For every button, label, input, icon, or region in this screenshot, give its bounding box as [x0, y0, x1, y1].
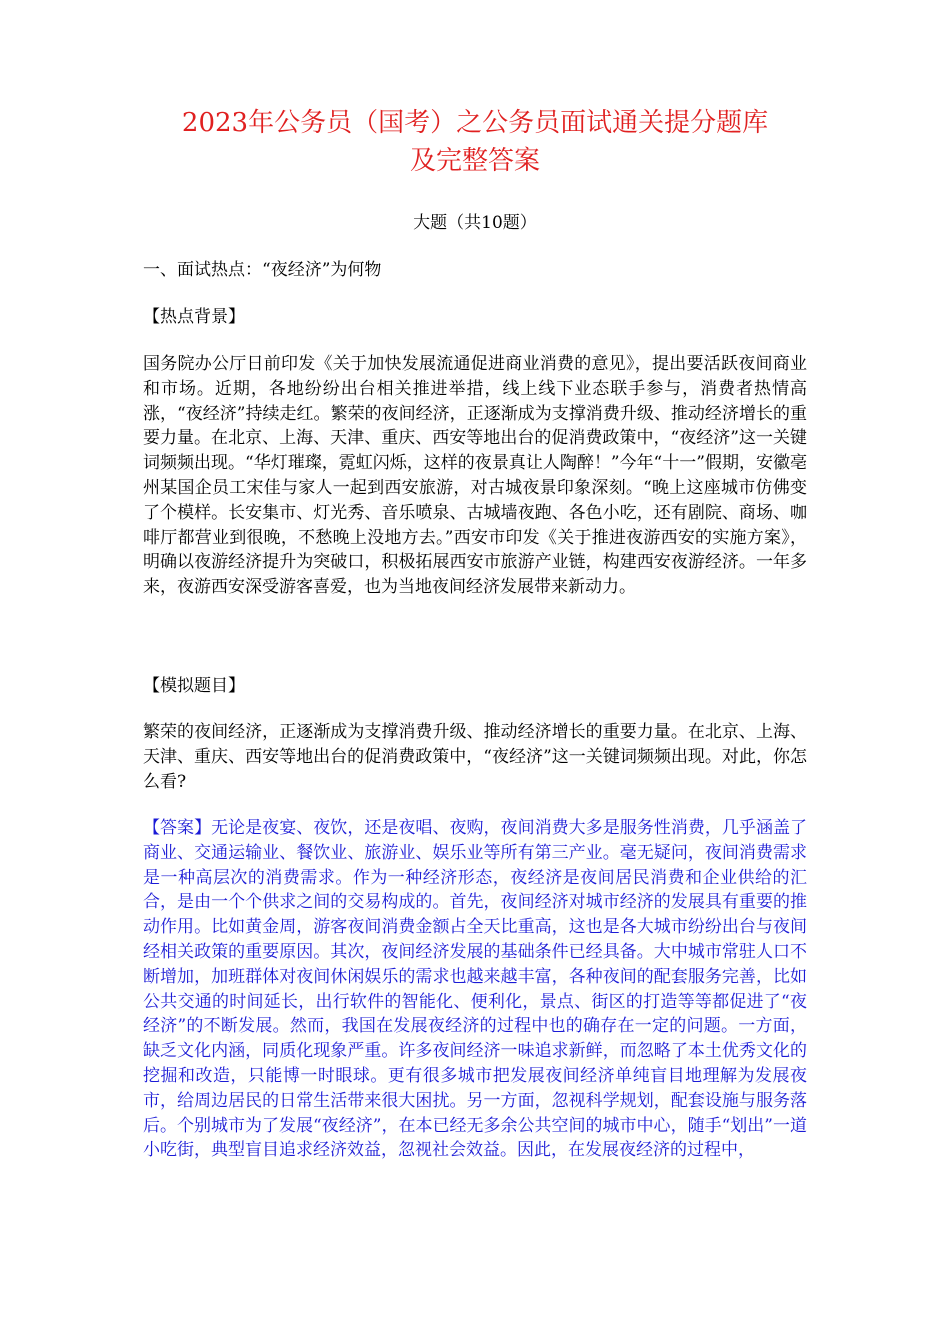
question-title: 一、面试热点：“夜经济”为何物 [143, 260, 382, 280]
section-subtitle: 大题（共10题） [413, 213, 537, 233]
background-text: 国务院办公厅日前印发《关于加快发展流通促进商业消费的意见》，提出要活跃夜间商业和市场。近期，各地纷纷出台相关推进举措，线上线下业态联手参与，消费者热情高涨，“夜经济”持续走红。繁荣的夜间经济，正逐渐成为支撑消费升级、推动经济增长的重要力量。在北京、上海、天津、重庆、西安等地出台的促消费政策中，“夜经济”这一关键词频频出现。“华灯璀璨，霓虹闪烁，这样的夜景真让人陶醉！”今年“十一”假期，安徽亳州某国企员工宋佳与家人一起到西安旅游，对古城夜景印象深刻。“晚上这座城市仿佛变了个模样。长安集市、灯光秀、音乐喷泉、古城墙夜跑、各色小吃，还有剧院、商场、咖啡厅都营业到很晚，不愁晚上没地方去。”西安市印发《关于推进夜游西安的实施方案》，明确以夜游经济提升为突破口，积极拓展西安市旅游产业链，构建西安夜游经济。一年多来，夜游西安深受游客喜爱，也为当地夜间经济发展带来新动力。 [143, 354, 807, 598]
document-title [100, 104, 850, 180]
mock-question-label: 【模拟题目】 [143, 676, 245, 696]
title-line-2: 及完整答案 [409, 146, 540, 176]
answer-text: 【答案】无论是夜宴、夜饮，还是夜唱、夜购，夜间消费大多是服务性消费，几乎涵盖了商业、交通运输业、餐饮业、旅游业、娱乐业等所有第三产业。毫无疑问，夜间消费需求是一种高层次的消费需求。作为一种经济形态，夜经济是夜间居民消费和企业供给的汇合，是由一个个供求之间的交易构成的。首先，夜间经济对城市经济的发展具有重要的推动作用。比如黄金周，游客夜间消费金额占全天比重高，这也是各大城市纷纷出台与夜间经相关政策的重要原因。其次，夜间经济发展的基础条件已经具备。大中城市常驻人口不断增加，加班群体对夜间休闲娱乐的需求也越来越丰富，各种夜间的配套服务完善，比如公共交通的时间延长，出行软件的智能化、便利化，景点、街区的打造等等都促进了“夜经济”的不断发展。然而，我国在发展夜经济的过程中也的确存在一定的问题。一方面，缺乏文化内涵，同质化现象严重。许多夜间经济一味追求新鲜，而忽略了本土优秀文化的挖掘和改造，只能博一时眼球。更有很多城市把发展夜间经济单纯盲目地理解为发展夜市，给周边居民的日常生活带来很大困扰。另一方面，忽视科学规划，配套设施与服务落后。个别城市为了发展“夜经济”，在本已经无多余公共空间的城市中心，随手“划出”一道小吃街，典型盲目追求经济效益，忽视社会效益。因此，在发展夜经济的过程中， [143, 818, 807, 1161]
background-label: 【热点背景】 [143, 307, 245, 327]
mock-question-text: 繁荣的夜间经济，正逐渐成为支撑消费升级、推动经济增长的重要力量。在北京、上海、天津、重庆、西安等地出台的促消费政策中，“夜经济”这一关键词频频出现。对此，你怎么看? [143, 722, 807, 792]
title-line-1: 2023年公务员（国考）之公务员面试通关提分题库 [181, 108, 769, 138]
